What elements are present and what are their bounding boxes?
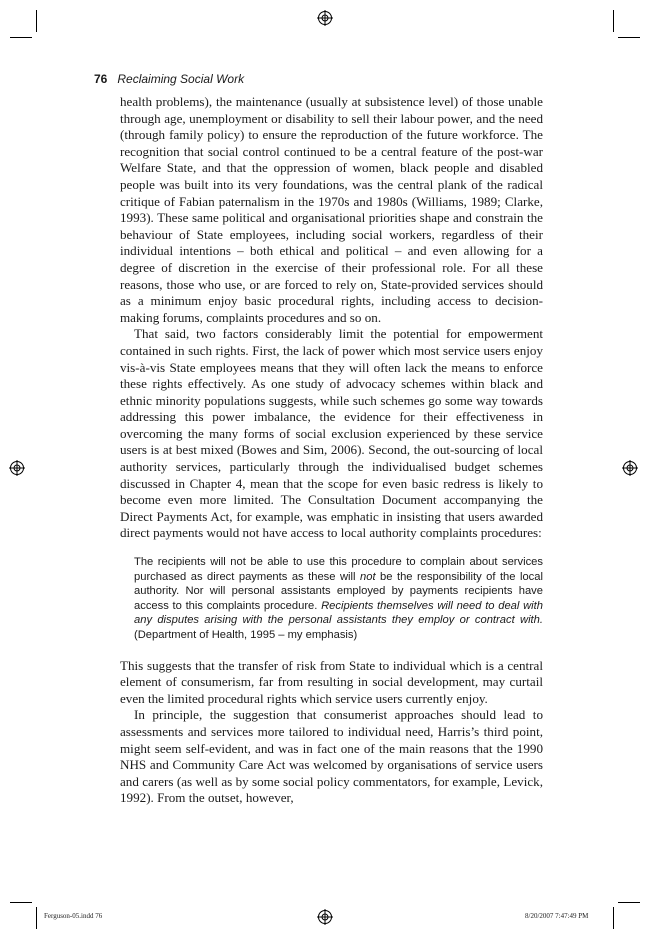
paragraph: health problems), the maintenance (usually at subsistence level) of those unable through age, unemployment or disability to sell their labour power, and the need (through family policy) to ensure the reproduction of the future workforce. The recognition that social control continued to be a central feature of the post-war Welfare State, and that the oppression of women, black people and disabled people was built into its very foundations, was the central plank of the radical critique of Fabian paternalism in the 1970s and 1980s (Williams, 1989; Clarke, 1993). These same political and organisational priorities shape and constrain the behaviour of State employees, including social workers, regardless of their individual intentions – both ethical and political – and even allowing for a degree of discretion in the exercise of their professional role. For all these reasons, those who use, or are forced to rely on, State-provided services should as a minimum enjoy basic procedural rights, including access to decision-making forums, complaints procedures and so on. [120, 94, 543, 325]
registration-mark-icon [9, 460, 25, 476]
crop-mark [613, 907, 614, 929]
slug-file: Ferguson-05.indd 76 [44, 912, 103, 920]
registration-mark-icon [317, 909, 333, 925]
paragraph: This suggests that the transfer of risk from State to individual which is a central element of consumerism, far from resulting in social development, may curtail even the limited procedural rights which service users currently enjoy. [120, 657, 543, 706]
quote-text: The recipients will not be able to use this procedure to complain about services purchased as direct payments as these will [134, 556, 543, 583]
crop-mark [10, 37, 32, 38]
paragraph: In principle, the suggestion that consumerist approaches should lead to assessments and services more tailored to individual need, Harris’s third point, might seem self-evident, and was in fact one of the main reasons that the 1990 NHS and Community Care Act was welcomed by organisations of service users and carers (as well as by some social policy commentators, for example, Levick, 1992). From the outset, however, [120, 707, 543, 806]
crop-mark [36, 10, 37, 32]
page-number: 76 [94, 72, 108, 86]
crop-mark [618, 37, 640, 38]
quote-text: be the responsibility of the local authority. Nor will personal assistants employed by payments recipients have access to this complaints procedure. [134, 570, 543, 612]
quote-emphasis: not [360, 570, 376, 583]
crop-mark [618, 902, 640, 903]
body-text [120, 94, 543, 807]
crop-mark [10, 902, 32, 903]
quote-emphasis: Recipients themselves will need to deal with any disputes arising with the personal assistants they employ or contract with. [134, 599, 543, 627]
book-title: Reclaiming Social Work [117, 72, 245, 86]
registration-mark-icon [317, 10, 333, 26]
slug-timestamp: 8/20/2007 7:47:49 PM [525, 912, 589, 920]
block-quote [134, 555, 543, 643]
running-head [94, 72, 244, 86]
crop-mark [36, 907, 37, 929]
crop-mark [613, 10, 614, 32]
paragraph: That said, two factors considerably limit the potential for empowerment contained in such rights. First, the lack of power which most service users enjoy vis-à-vis State employees means that they will often lack the means to enforce these rights effectively. As one study of advocacy schemes within black and ethnic minority populations suggests, while such schemes go some way towards addressing this power imbalance, the evidence for their effectiveness in overcoming the many forms of social exclusion experienced by these service users is at best mixed (Bowes and Sim, 2006). Second, the out-sourcing of local authority services, particularly through the individualised budget schemes discussed in Chapter 4, mean that the scope for even basic redress is likely to become even more limited. The Consultation Document accompanying the Direct Payments Act, for example, was emphatic in insisting that users awarded direct payments would not have access to local authority complaints procedures: [120, 326, 543, 541]
quote-citation: (Department of Health, 1995 – my emphasis) [134, 629, 358, 641]
registration-mark-icon [622, 460, 638, 476]
